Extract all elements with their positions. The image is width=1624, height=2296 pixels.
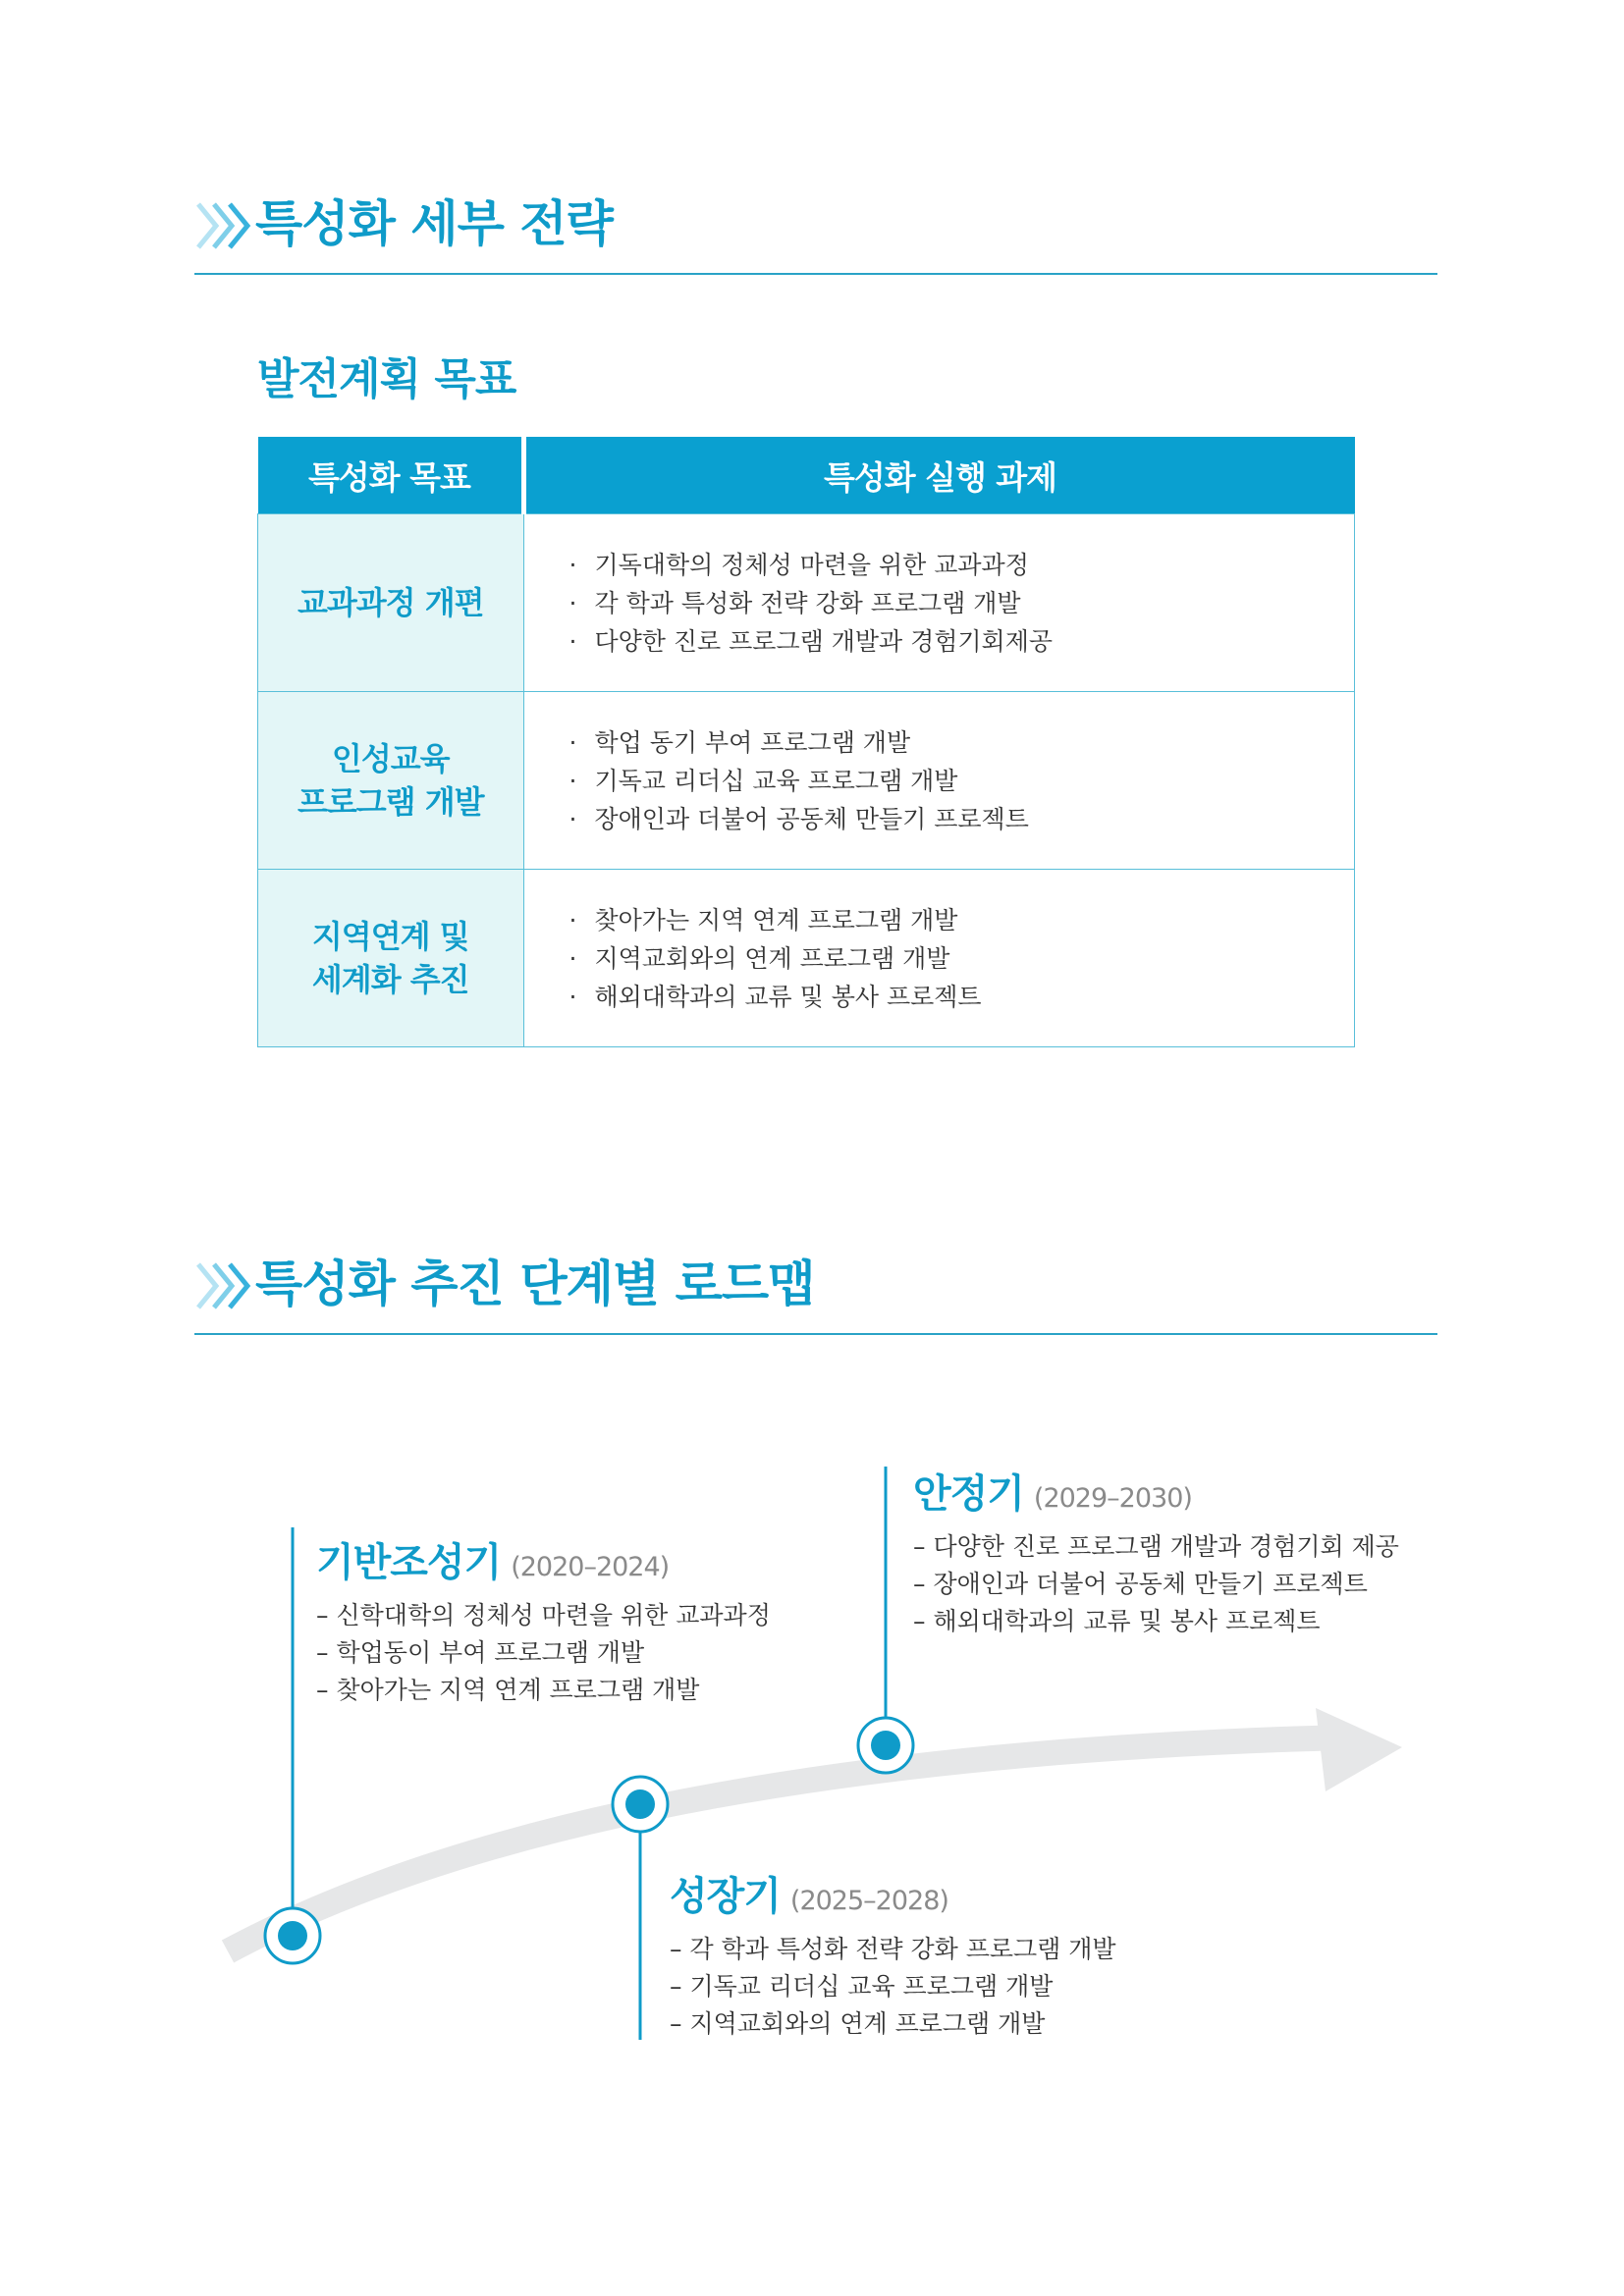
phase-name: 성장기 [670,1874,781,1919]
section-title: 특성화 세부 전략 [255,195,613,252]
plan-subtitle: 발전계획 목표 [257,354,516,404]
goal-label: 인성교육 [331,740,450,777]
task-item: · 지역교회와의 연계 프로그램 개발 [569,939,1355,978]
phase-item: – 찾아가는 지역 연계 프로그램 개발 [316,1676,700,1704]
header-goal: 특성화 목표 [258,437,524,514]
phase-item: – 기독교 리더십 교육 프로그램 개발 [670,1972,1054,2001]
phase-years: (2029–2030) [1033,1483,1192,1514]
task-item: · 학업 동기 부여 프로그램 개발 [569,723,1355,762]
task-item: · 해외대학과의 교류 및 봉사 프로젝트 [569,978,1355,1016]
phase-years: (2020–2024) [511,1552,670,1582]
phase-name: 기반조성기 [316,1540,502,1585]
phase-item: – 학업동이 부여 프로그램 개발 [316,1638,645,1667]
phase-item: – 다양한 진로 프로그램 개발과 경험기회 제공 [913,1532,1399,1561]
milestone-dot-icon [858,1718,913,1773]
phase-item: – 지역교회와의 연계 프로그램 개발 [670,2009,1046,2038]
roadmap-arrow-head [1316,1708,1402,1791]
goal-label: 세계화 추진 [311,961,469,998]
task-item: · 기독대학의 정체성 마련을 위한 교과과정 [569,546,1355,584]
task-item: · 장애인과 더불어 공동체 만들기 프로젝트 [569,800,1355,838]
phase-item: – 각 학과 특성화 전략 강화 프로그램 개발 [670,1935,1116,1963]
phase-items [670,1931,1116,2043]
phase-foundation [316,1531,771,1709]
goal-label: 지역연계 및 [311,918,469,955]
task-item: · 찾아가는 지역 연계 프로그램 개발 [569,901,1355,939]
goal-label: 프로그램 개발 [297,783,484,821]
phase-item: – 장애인과 더불어 공동체 만들기 프로젝트 [913,1570,1368,1598]
phase-item: – 신학대학의 정체성 마련을 위한 교과과정 [316,1601,771,1629]
milestone-dot-icon [265,1908,320,1963]
phase-items [913,1528,1399,1640]
phase-growth [670,1865,1116,2043]
section-title: 특성화 추진 단계별 로드맵 [255,1255,815,1312]
goal-label: 교과과정 개편 [297,584,484,621]
phase-years: (2025–2028) [789,1886,948,1916]
task-item: · 각 학과 특성화 전략 강화 프로그램 개발 [569,584,1355,622]
header-tasks: 특성화 실행 과제 [523,437,1355,514]
milestone-dot-icon [613,1777,668,1832]
phase-name: 안정기 [913,1471,1024,1517]
task-item: · 기독교 리더십 교육 프로그램 개발 [569,762,1355,800]
phase-item: – 해외대학과의 교류 및 봉사 프로젝트 [913,1607,1321,1635]
phase-stability [913,1463,1399,1640]
task-item: · 다양한 진로 프로그램 개발과 경험기회제공 [569,622,1355,661]
phase-items [316,1597,771,1709]
